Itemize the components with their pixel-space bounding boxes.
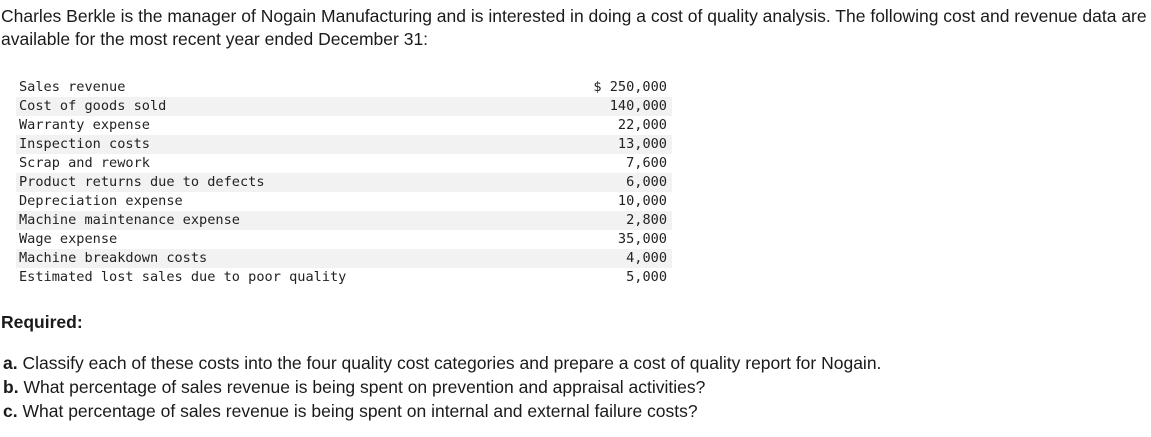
row-amount: 10,000 [617, 193, 667, 209]
table-row [16, 154, 672, 173]
table-row [16, 268, 672, 287]
row-amount: 140,000 [543, 97, 672, 116]
row-label: Product returns due to defects [16, 173, 543, 192]
table-row [16, 97, 672, 116]
question-letter: c. [3, 401, 18, 421]
row-label: Machine maintenance expense [16, 211, 543, 230]
row-label: Depreciation expense [19, 193, 183, 209]
row-label: Cost of goods sold [16, 97, 543, 116]
question-text: What percentage of sales revenue is being spent on prevention and appraisal activities? [23, 377, 706, 397]
table-row [16, 211, 672, 230]
row-amount: 6,000 [543, 173, 672, 192]
row-label: Sales revenue [19, 79, 126, 95]
row-label: Wage expense [19, 231, 118, 247]
row-amount: 4,000 [543, 249, 672, 268]
row-amount: 13,000 [543, 135, 672, 154]
cost-revenue-table [16, 78, 672, 287]
row-amount: 35,000 [617, 231, 667, 247]
row-amount: 7,600 [626, 155, 667, 171]
required-heading: Required: [1, 312, 83, 332]
question-c [3, 399, 1143, 423]
table-row [16, 230, 672, 249]
row-amount: 5,000 [626, 269, 667, 285]
row-label: Scrap and rework [19, 155, 150, 171]
table-row [16, 192, 672, 211]
row-label: Inspection costs [16, 135, 543, 154]
question-letter: b. [3, 377, 19, 397]
question-text: Classify each of these costs into the four quality cost categories and prepare a cost of quality report for Nogain. [22, 353, 882, 373]
question-text: What percentage of sales revenue is being spent on internal and external failure costs? [22, 401, 698, 421]
row-amount: $ 250,000 [593, 79, 667, 95]
table-row [16, 78, 672, 97]
question-letter: a. [3, 353, 18, 373]
table-row [16, 249, 672, 268]
table-row [16, 173, 672, 192]
table-row [16, 116, 672, 135]
required-questions [3, 351, 1143, 423]
row-label: Estimated lost sales due to poor quality [19, 269, 347, 285]
problem-intro: Charles Berkle is the manager of Nogain Manufacturing and is interested in doing a cost of quality analysis. The following cost and revenue data are available for the most recent year ended December 31: [1, 6, 1147, 49]
row-label: Machine breakdown costs [16, 249, 543, 268]
row-amount: 2,800 [543, 211, 672, 230]
row-amount: 22,000 [617, 117, 667, 133]
question-b [3, 375, 1143, 399]
row-label: Warranty expense [19, 117, 150, 133]
question-a [3, 351, 1143, 375]
table-row [16, 135, 672, 154]
